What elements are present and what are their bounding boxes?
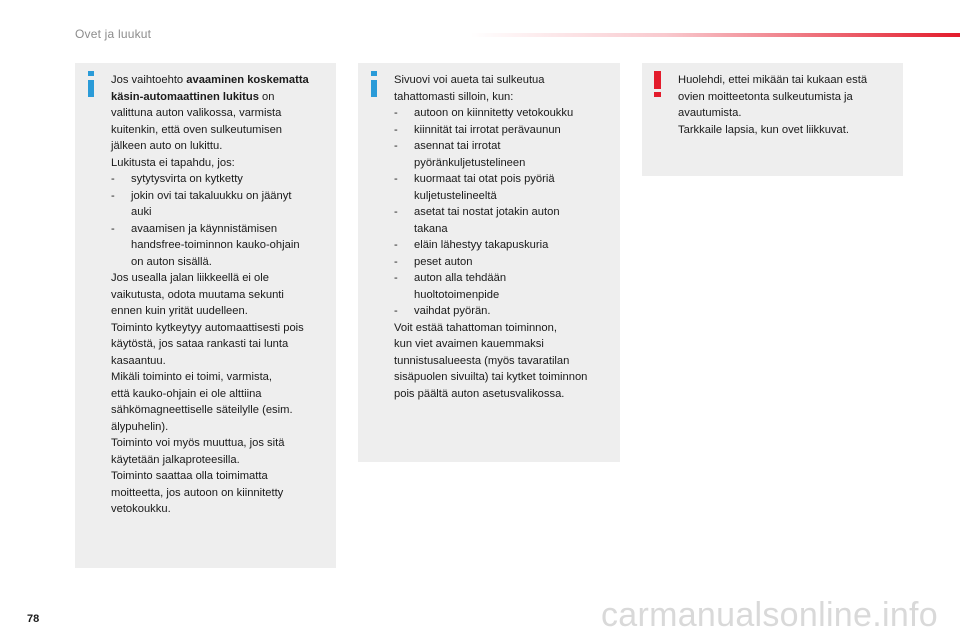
text-line: Toiminto voi myös muuttua, jos sitä [111,437,285,449]
list-item-continuation: huoltotoimenpide [414,288,500,301]
list-item: - sytytysvirta on kytketty [111,171,333,188]
text-line: että kauko-ohjain ei ole alttiina [111,387,262,400]
list-item: - kiinnität tai irrotat perävaunun [394,122,616,139]
text-line: Huolehdi, ettei mikään tai kukaan estä [678,74,868,86]
text-line: Jos usealla jalan liikkeellä ei ole [111,272,269,284]
text-line: pois päältä auton asetusvalikossa. [394,387,565,400]
list-item: - autoon on kiinnitetty vetokoukku [394,105,616,122]
list-item: - kuormaat tai otat pois pyöriä [394,171,616,188]
text-line: moitteetta, jos autoon on kiinnitetty [111,486,284,499]
text-line: Toiminto saattaa olla toimimatta [111,470,268,482]
text-line: Lukitusta ei tapahdu, jos: [111,156,235,169]
text-line: ovien moitteetonta sulkeutumista ja [678,90,853,103]
text-line: valittuna auton valikossa, varmista [111,107,282,119]
text-line: käsin-automaattinen lukitus on [111,90,275,103]
list-item-continuation: takana [414,222,448,235]
text-line: avautumista. [678,107,742,119]
info-panel-keyless-locking [75,63,336,568]
text-line: jälkeen auto on lukittu. [111,140,223,152]
list-item: - asennat tai irrotat [394,138,616,155]
list-item-continuation: on auton sisällä. [131,255,212,268]
text-line: kuitenkin, että oven sulkeutumisen [111,123,283,136]
list-item: - jokin ovi tai takaluukku on jäänyt [111,188,333,205]
header-accent-line [470,33,960,37]
info-icon [371,71,377,97]
text-line: ennen kuin yrität uudelleen. [111,305,248,317]
panel-text [678,72,900,138]
text-line: Voit estää tahattoman toiminnon, [394,321,557,334]
text-line: käytetään jalkaproteesilla. [111,453,240,466]
text-line: vetokoukku. [111,503,171,515]
text-line: Tarkkaile lapsia, kun ovet liikkuvat. [678,123,849,136]
section-title: Ovet ja luukut [75,27,152,41]
text-line: Sivuovi voi aueta tai sulkeutua [394,74,545,86]
panel-text [111,72,333,518]
list-item: - peset auton [394,254,616,271]
text-line: sisäpuolen sivuilta) tai kytket toiminnon [394,371,588,383]
list-item-continuation: kuljetustelineeltä [414,189,497,202]
list-item: - auton alla tehdään [394,270,616,287]
text-line: tahattomasti silloin, kun: [394,90,514,103]
panel-text [394,72,616,402]
list-item-continuation: auki [131,206,152,218]
info-icon [88,71,94,97]
list-item-continuation: handsfree-toiminnon kauko-ohjain [131,239,300,251]
text-line: Mikäli toiminto ei toimi, varmista, [111,371,273,383]
text-line: Jos vaihtoehto avaaminen koskematta [111,74,309,86]
list-item-continuation: pyöränkuljetustelineen [414,156,526,169]
list-item: - asetat tai nostat jotakin auton [394,204,616,221]
text-line: vaikutusta, odota muutama sekunti [111,288,284,301]
text-line: kasaantuu. [111,354,166,367]
text-line: Toiminto kytkeytyy automaattisesti pois [111,321,304,334]
list-item: - avaamisen ja käynnistämisen [111,221,333,238]
info-panel-sliding-door [358,63,620,462]
watermark: carmanualsonline.info [600,596,938,634]
warning-panel-door-safety [642,63,903,176]
text-line: tunnistusalueesta (myös tavaratilan [394,354,570,367]
text-line: älypuhelin). [111,420,169,433]
warning-icon [654,71,661,97]
list-item: - eläin lähestyy takapuskuria [394,237,616,254]
text-line: sähkömagneettiselle säteilylle (esim. [111,404,293,416]
page-number: 78 [27,613,40,625]
list-item: - vaihdat pyörän. [394,303,616,320]
text-line: käytöstä, jos sataa rankasti tai lunta [111,338,289,350]
text-line: kun viet avaimen kauemmaksi [394,338,544,350]
